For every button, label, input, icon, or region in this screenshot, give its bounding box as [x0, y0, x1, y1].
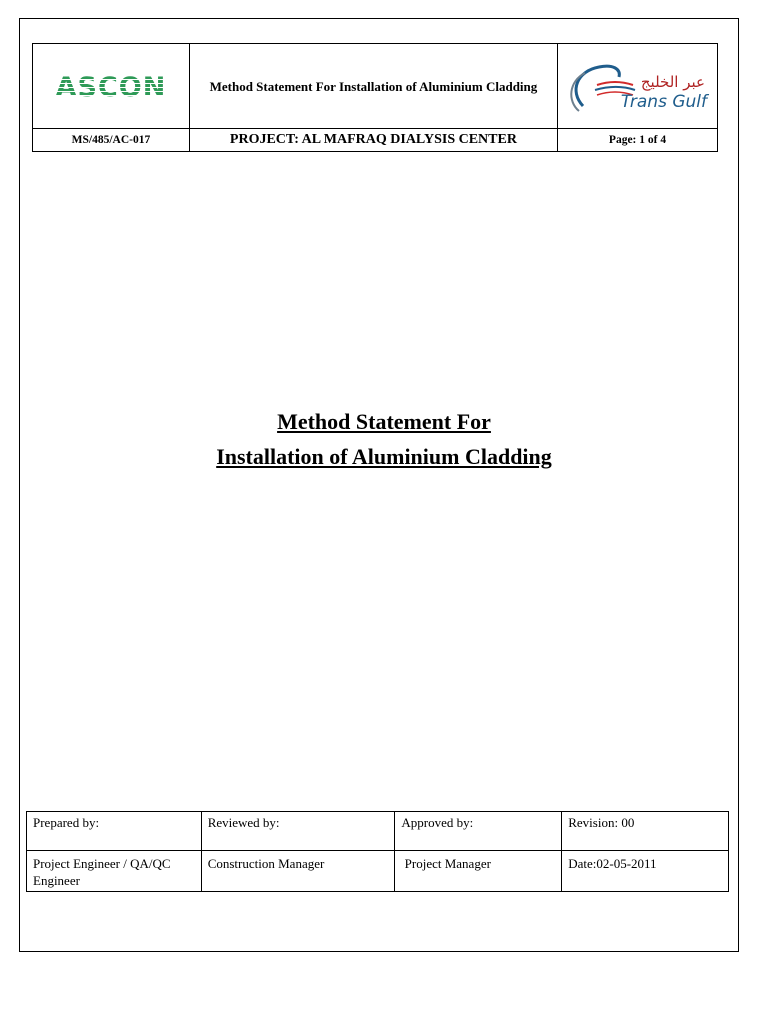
- svg-text:Trans Gulf: Trans Gulf: [620, 92, 707, 112]
- main-title-line-1: Method Statement For: [277, 409, 491, 434]
- reviewed-by-role: Construction Manager: [201, 851, 395, 892]
- svg-text:ASCON: ASCON: [55, 72, 167, 100]
- ascon-logo-cell: [33, 44, 190, 129]
- approved-by-label: Approved by:: [395, 812, 562, 851]
- reviewed-by-label: Reviewed by:: [201, 812, 395, 851]
- revision-label: Revision: 00: [562, 812, 729, 851]
- ascon-logo-icon: [55, 72, 167, 100]
- prepared-by-label: Prepared by:: [27, 812, 202, 851]
- document-title-header: [189, 44, 557, 129]
- document-header: [32, 43, 718, 152]
- main-title-line-2: Installation of Aluminium Cladding: [216, 444, 552, 469]
- prepared-by-role: Project Engineer / QA/QC Engineer: [27, 851, 202, 892]
- approved-by-role: Project Manager: [395, 851, 562, 892]
- signoff-table: [26, 811, 729, 892]
- date-value: Date:02-05-2011: [562, 851, 729, 892]
- trans-gulf-logo: [558, 44, 717, 128]
- trans-gulf-logo-icon: [563, 51, 713, 121]
- doc-ref: MS/485/AC-017: [33, 129, 190, 152]
- trans-gulf-logo-cell: [558, 44, 718, 129]
- svg-text:عبر الخليج: عبر الخليج: [640, 73, 705, 91]
- ascon-logo: [33, 44, 189, 128]
- project-name: PROJECT: AL MAFRAQ DIALYSIS CENTER: [189, 129, 557, 152]
- header-title-text: Method Statement For Installation of Aluminium Cladding: [209, 78, 538, 94]
- page-number: Page: 1 of 4: [558, 129, 718, 152]
